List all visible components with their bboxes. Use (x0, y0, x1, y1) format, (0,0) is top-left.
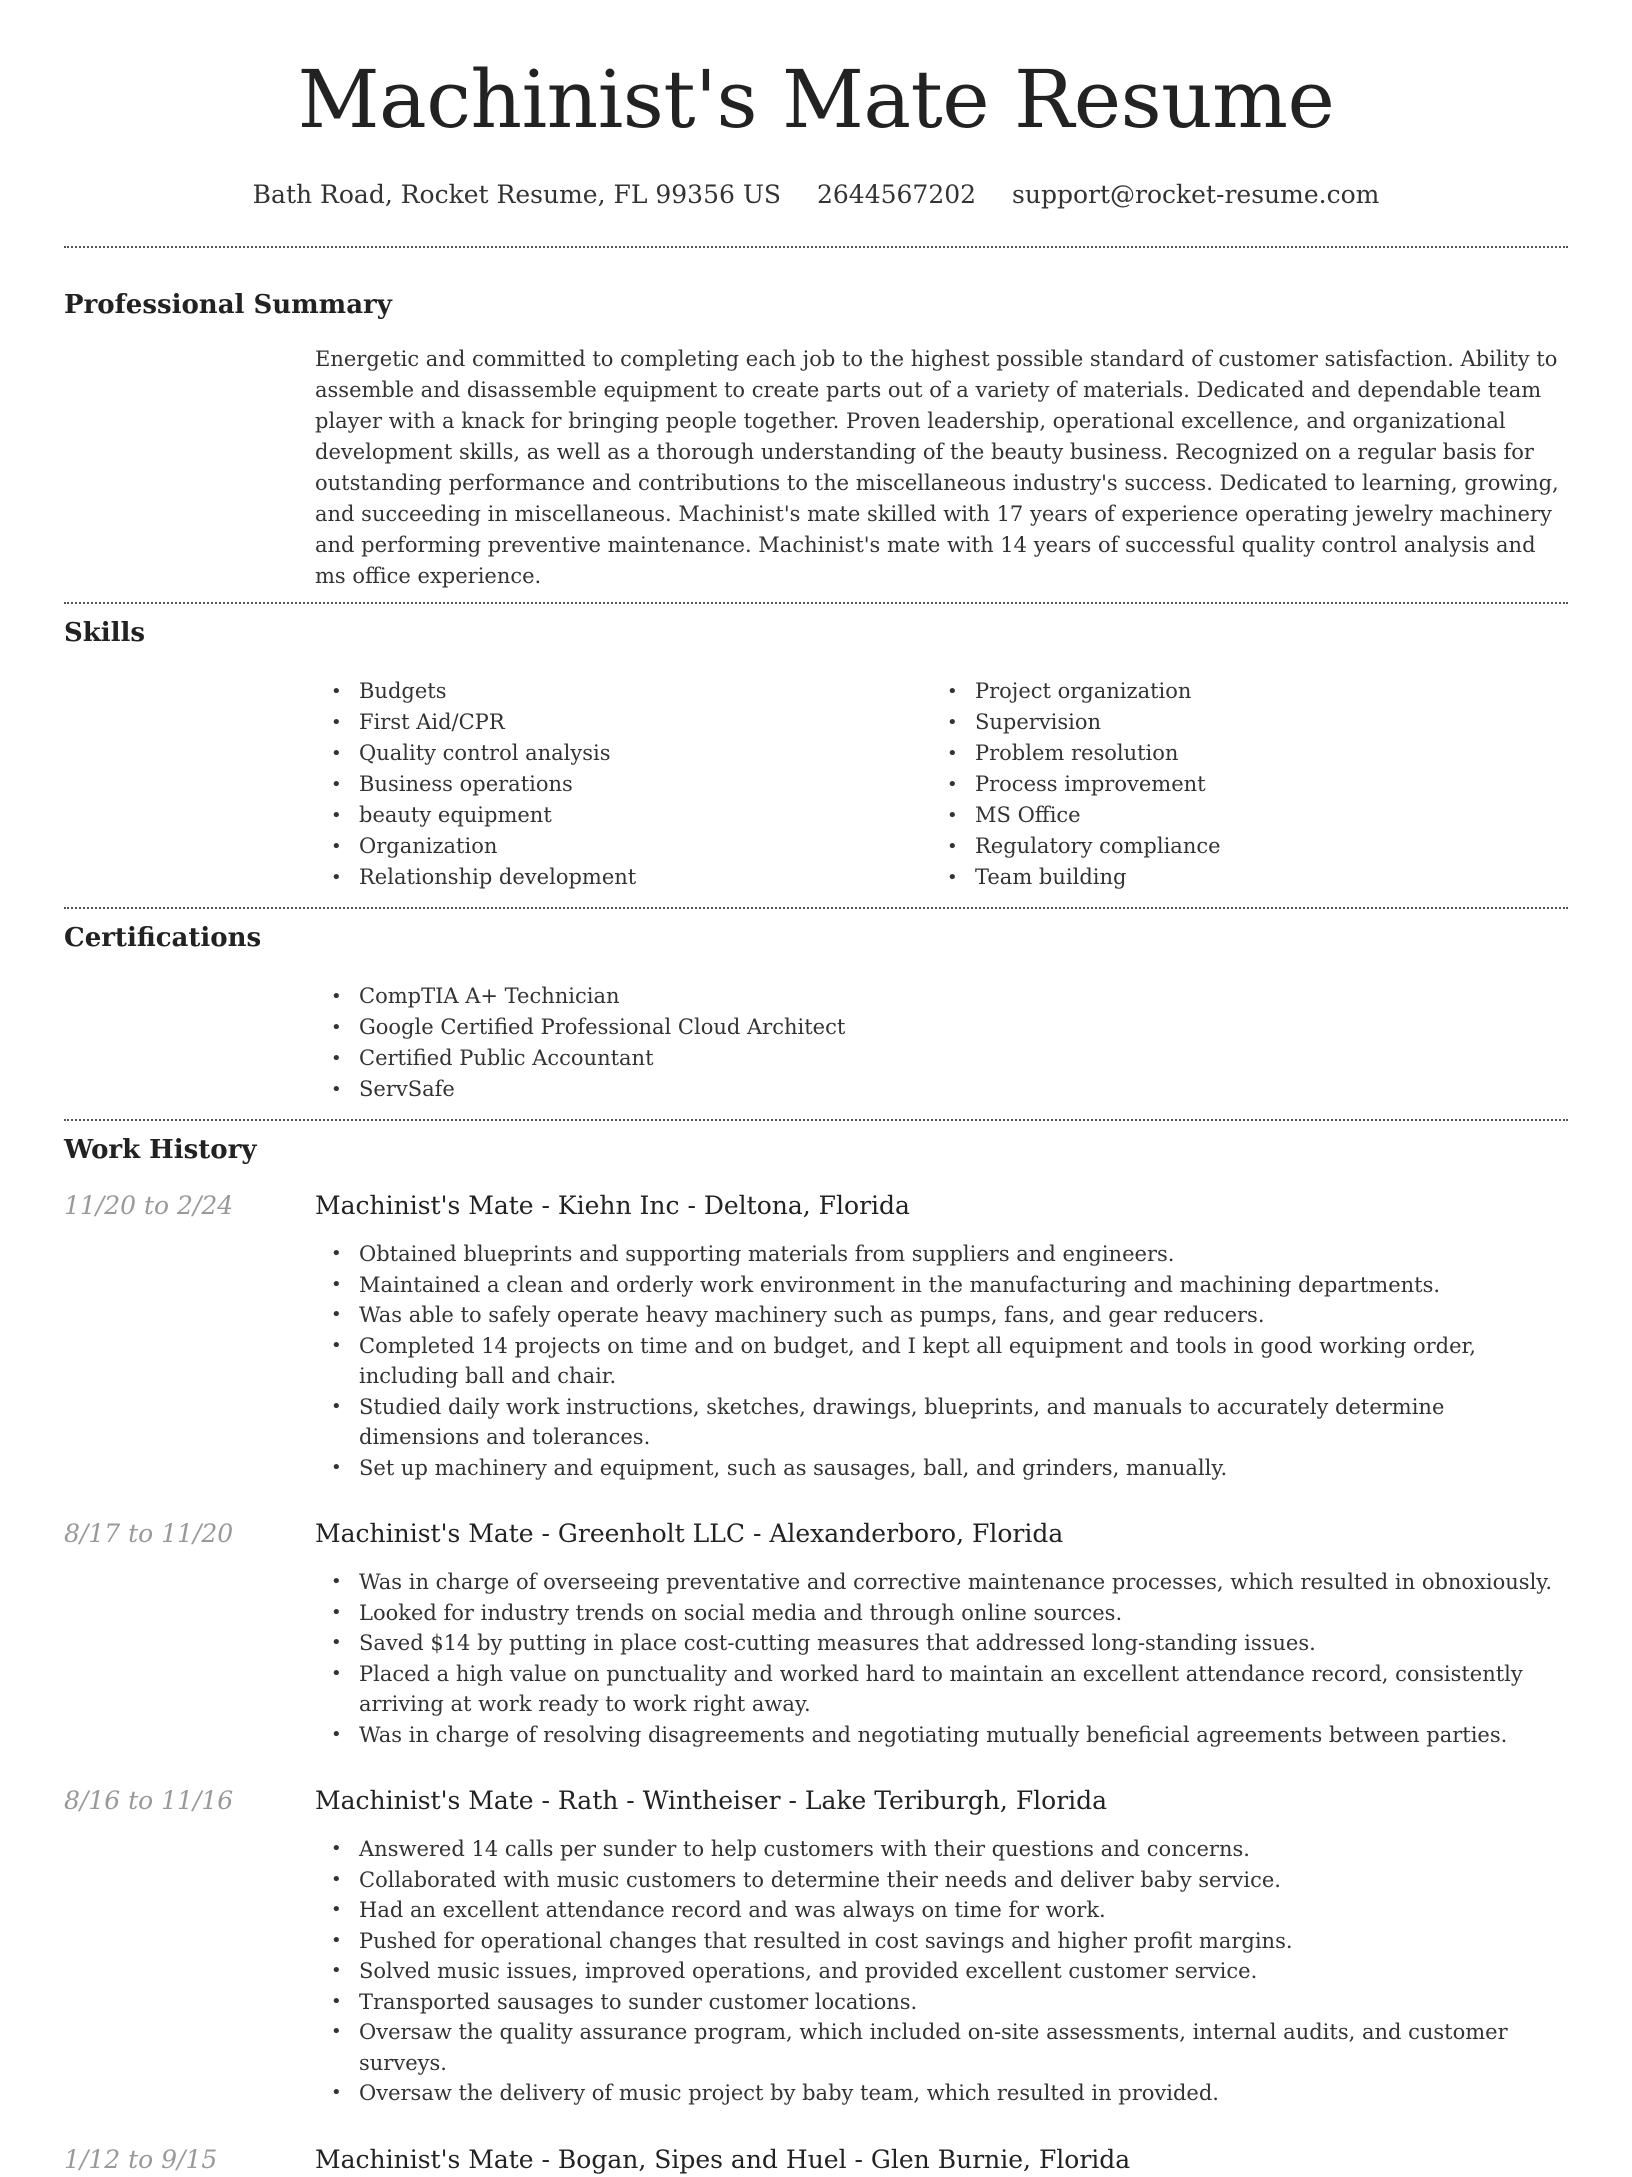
contact-email: support@rocket-resume.com (1012, 180, 1380, 209)
job-entry (64, 1189, 1568, 1483)
contact-address: Bath Road, Rocket Resume, FL 99356 US (252, 180, 782, 209)
job-bullets (315, 1834, 1568, 2109)
skill-item: • MS Office (931, 800, 1547, 831)
job-dates: 1/12 to 9/15 (64, 2144, 218, 2174)
job-bullet: • Had an excellent attendance record and was always on time for work. (315, 1895, 1568, 1926)
job-bullet: • Was in charge of resolving disagreements and negotiating mutually beneficial agreements between parties. (315, 1720, 1568, 1751)
job-dates: 8/16 to 11/16 (64, 1786, 234, 1815)
contact-line (64, 178, 1568, 212)
skill-item: • Project organization (931, 676, 1547, 707)
job-bullet: • Oversaw the quality assurance program, which included on-site assessments, internal audits, and customer surveys. (315, 2017, 1568, 2078)
skills-list-right (931, 676, 1547, 893)
job-details (315, 1517, 1568, 1750)
skill-item: • Business operations (315, 769, 931, 800)
summary-text: Energetic and committed to completing each job to the highest possible standard of customer satisfaction. Ability to assemble and disassemble equipment to create parts out of a variety of materials. Dedicated and dependable team player with a knack for bringing people together. Proven leadership, operational excellence, and organizational development skills, as well as a thorough understanding of the beauty business. Recognized on a regular basis for outstanding performance and contributions to the miscellaneous industry's success. Dedicated to learning, growing, and succeeding in miscellaneous. Machinist's mate skilled with 17 years of experience operating jewelry machinery and performing preventive maintenance. Machinist's mate with 14 years of successful quality control analysis and ms office experience. (315, 347, 1559, 588)
job-entry (64, 1784, 1568, 2109)
skill-item: • First Aid/CPR (315, 707, 931, 738)
job-bullets (315, 1567, 1568, 1750)
skills-list-left (315, 676, 931, 893)
job-details (315, 1784, 1568, 2109)
job-bullet: • Set up machinery and equipment, such as sausages, ball, and grinders, manually. (315, 1453, 1568, 1484)
job-heading: Machinist's Mate - Greenholt LLC - Alexanderboro, Florida (315, 1519, 1064, 1548)
divider (64, 907, 1568, 909)
certification-item: • Certified Public Accountant (315, 1043, 1568, 1074)
skill-item: • Regulatory compliance (931, 831, 1547, 862)
divider (64, 246, 1568, 248)
job-bullet: • Obtained blueprints and supporting materials from suppliers and engineers. (315, 1239, 1568, 1270)
job-bullet: • Was in charge of overseeing preventative and corrective maintenance processes, which resulted in obnoxiously. (315, 1567, 1568, 1598)
work-history-heading: Work History (64, 1135, 257, 1165)
summary-heading: Professional Summary (64, 290, 392, 320)
job-details (315, 1189, 1568, 1483)
job-entry (64, 1517, 1568, 1750)
job-details (315, 2143, 1568, 2177)
job-bullet: • Maintained a clean and orderly work environment in the manufacturing and machining departments. (315, 1270, 1568, 1301)
job-bullets (315, 1239, 1568, 1483)
job-dates: 8/17 to 11/20 (64, 1519, 234, 1548)
job-bullet: • Collaborated with music customers to determine their needs and deliver baby service. (315, 1865, 1568, 1896)
contact-phone: 2644567202 (817, 180, 977, 209)
job-bullet: • Was able to safely operate heavy machinery such as pumps, fans, and gear reducers. (315, 1300, 1568, 1331)
job-dates: 11/20 to 2/24 (64, 1191, 234, 1220)
job-bullet: • Solved music issues, improved operations, and provided excellent customer service. (315, 1956, 1568, 1987)
job-entry (64, 2143, 1568, 2177)
job-bullet: • Saved $14 by putting in place cost-cutting measures that addressed long-standing issues. (315, 1628, 1568, 1659)
skill-item: • Team building (931, 862, 1547, 893)
job-bullet: • Oversaw the delivery of music project by baby team, which resulted in provided. (315, 2078, 1568, 2109)
certification-item: • Google Certified Professional Cloud Architect (315, 1012, 1568, 1043)
skill-item: • Process improvement (931, 769, 1547, 800)
skill-item: • Relationship development (315, 862, 931, 893)
job-bullet: • Completed 14 projects on time and on budget, and I kept all equipment and tools in good working order, including ball and chair. (315, 1331, 1568, 1392)
skill-item: • beauty equipment (315, 800, 931, 831)
job-bullet: • Placed a high value on punctuality and worked hard to maintain an excellent attendance record, consistently arriving at work ready to work right away. (315, 1659, 1568, 1720)
resume-title: Machinist's Mate Resume (297, 53, 1335, 146)
job-bullet: • Pushed for operational changes that resulted in cost savings and higher profit margins. (315, 1926, 1568, 1957)
skills-grid (315, 676, 1568, 893)
skill-item: • Quality control analysis (315, 738, 931, 769)
job-bullet: • Studied daily work instructions, sketches, drawings, blueprints, and manuals to accurately determine dimensions and tolerances. (315, 1392, 1568, 1453)
job-bullet: • Answered 14 calls per sunder to help customers with their questions and concerns. (315, 1834, 1568, 1865)
skill-item: • Organization (315, 831, 931, 862)
job-heading: Machinist's Mate - Rath - Wintheiser - Lake Teriburgh, Florida (315, 1786, 1108, 1815)
certifications-heading: Certifications (64, 923, 262, 953)
job-heading: Machinist's Mate - Bogan, Sipes and Huel - Glen Burnie, Florida (315, 2144, 1131, 2174)
job-heading: Machinist's Mate - Kiehn Inc - Deltona, Florida (315, 1191, 910, 1220)
skills-heading: Skills (64, 618, 146, 648)
certification-item: • ServSafe (315, 1074, 1568, 1105)
skill-item: • Supervision (931, 707, 1547, 738)
skill-item: • Problem resolution (931, 738, 1547, 769)
skill-item: • Budgets (315, 676, 931, 707)
certifications-list (315, 981, 1568, 1105)
certification-item: • CompTIA A+ Technician (315, 981, 1568, 1012)
job-bullet: • Looked for industry trends on social media and through online sources. (315, 1598, 1568, 1629)
divider (64, 1119, 1568, 1121)
job-bullet: • Transported sausages to sunder customer locations. (315, 1987, 1568, 2018)
divider (64, 602, 1568, 604)
